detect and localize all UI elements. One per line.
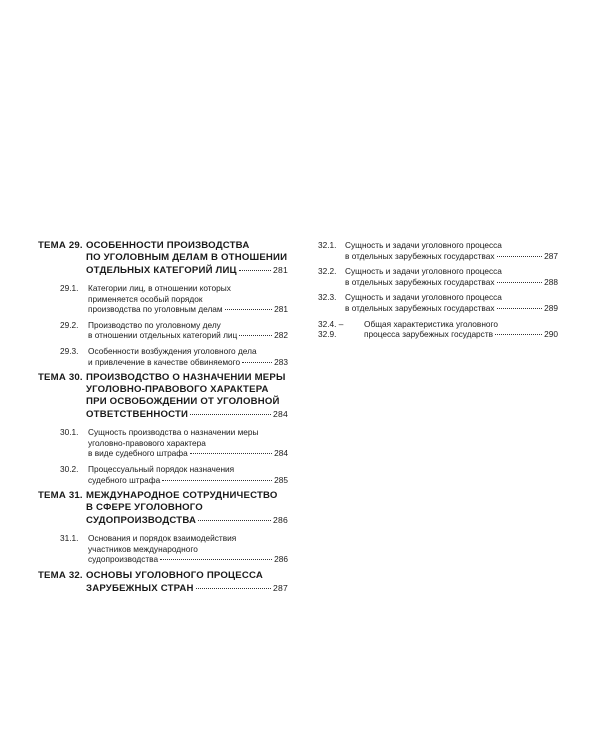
toc-title-line: МЕЖДУНАРОДНОЕ СОТРУДНИЧЕСТВО: [86, 490, 278, 502]
toc-page-number: 287: [544, 250, 558, 261]
toc-entry-number: 29.1.: [60, 283, 79, 293]
toc-title-line: Основания и порядок взаимодействия: [88, 533, 237, 544]
toc-dot-leader: [225, 309, 273, 310]
toc-page-number: 281: [274, 304, 288, 315]
toc-title-line: ПРОИЗВОДСТВО О НАЗНАЧЕНИИ МЕРЫ: [86, 372, 286, 384]
toc-title-text: и привлечение в качестве обвиняемого: [88, 356, 241, 367]
toc-entry-number: 32.2.: [318, 266, 337, 277]
toc-entry-title: [88, 464, 288, 485]
toc-entry-number: ТЕМА 30.: [38, 372, 83, 384]
toc-section-entry: [38, 427, 288, 459]
toc-page-number: 285: [274, 474, 288, 485]
toc-title-line: Сущность производства о назначении меры: [88, 427, 259, 438]
toc-entry-number: ТЕМА 32.: [38, 569, 83, 581]
toc-title-line: участников международного: [88, 543, 198, 554]
toc-entry-number: 32.4. – 32.9.: [318, 318, 344, 340]
toc-title-line: [86, 514, 288, 527]
toc-page-number: 287: [273, 582, 288, 593]
toc-dot-leader: [196, 588, 271, 589]
toc-entry-number: 30.1.: [60, 427, 79, 438]
toc-section-entry: [318, 292, 558, 313]
toc-entry-number: 32.1.: [318, 240, 337, 250]
toc-entry-title: [88, 427, 288, 459]
toc-title-text: судопроизводства: [88, 554, 159, 565]
toc-title-text: в отдельных зарубежных государствах: [345, 302, 495, 313]
toc-page-number: 283: [274, 356, 288, 367]
toc-title-line: Производство по уголовному делу: [88, 319, 221, 330]
toc-page-number: 286: [274, 554, 288, 565]
toc-title-line: [88, 475, 288, 486]
toc-entry-title: [345, 240, 558, 261]
toc-theme-entry: [38, 372, 288, 421]
toc-page-number: 290: [544, 329, 558, 340]
toc-section-entry: [38, 346, 288, 367]
toc-entry-title: [86, 490, 288, 527]
toc-entry-number: 30.2.: [60, 463, 79, 474]
toc-theme-entry: [38, 490, 288, 527]
toc-page-number: 286: [273, 515, 288, 526]
toc-right-column: [318, 240, 558, 345]
toc-entry-title: [86, 570, 288, 595]
toc-dot-leader: [495, 334, 542, 335]
toc-page-number: 282: [274, 330, 288, 341]
toc-dot-leader: [162, 480, 272, 481]
toc-title-line: ПО УГОЛОВНЫМ ДЕЛАМ В ОТНОШЕНИИ: [86, 252, 288, 263]
toc-entry-number: ТЕМА 29.: [38, 240, 83, 251]
toc-title-line: [345, 277, 558, 288]
toc-section-entry: [38, 320, 288, 341]
toc-section-entry: [318, 240, 558, 261]
toc-title-text: ОТВЕТСТВЕННОСТИ: [86, 409, 189, 421]
toc-entry-title: [88, 320, 288, 341]
toc-entry-title: [88, 346, 288, 367]
toc-entry-title: [86, 372, 288, 421]
toc-title-text: производства по уголовным делам: [88, 304, 223, 315]
toc-title-line: Сущность и задачи уголовного процесса: [345, 292, 502, 303]
toc-title-line: [345, 303, 558, 314]
toc-page-number: 284: [273, 409, 288, 420]
toc-page-number: 288: [544, 276, 558, 287]
toc-title-line: Категории лиц, в отношении которых: [88, 283, 231, 293]
toc-entry-number: 32.3.: [318, 292, 337, 303]
toc-title-line: [88, 357, 288, 368]
toc-title-line: [86, 264, 288, 277]
toc-title-text: в отдельных зарубежных государствах: [345, 276, 495, 287]
toc-title-text: в виде судебного штрафа: [88, 448, 188, 459]
toc-section-entry: [38, 283, 288, 315]
toc-entry-number: ТЕМА 31.: [38, 490, 83, 502]
toc-title-text: судебного штрафа: [88, 474, 161, 485]
toc-dot-leader: [497, 256, 543, 257]
toc-title-line: ОСОБЕННОСТИ ПРОИЗВОДСТВА: [86, 240, 250, 251]
toc-title-line: [88, 554, 288, 565]
toc-dot-leader: [239, 270, 271, 271]
toc-page-number: 281: [273, 265, 288, 275]
toc-title-line: [88, 330, 288, 341]
toc-title-text: ОТДЕЛЬНЫХ КАТЕГОРИЙ ЛИЦ: [86, 265, 237, 276]
toc-title-line: ПРИ ОСВОБОЖДЕНИИ ОТ УГОЛОВНОЙ: [86, 396, 280, 408]
toc-title-line: уголовно-правового характера: [88, 437, 206, 448]
toc-title-text: процесса зарубежных государств: [364, 329, 494, 340]
toc-title-text: СУДОПРОИЗВОДСТВА: [86, 515, 197, 527]
toc-entry-title: [86, 240, 288, 277]
toc-page-number: 289: [544, 302, 558, 313]
toc-title-line: Общая характеристика уголовного: [364, 318, 498, 329]
toc-dot-leader: [160, 559, 272, 560]
toc-entry-title: [364, 319, 558, 340]
toc-entry-title: [345, 292, 558, 313]
toc-theme-entry: [38, 240, 288, 277]
toc-title-line: Особенности возбуждения уголовного дела: [88, 345, 257, 356]
toc-title-line: [86, 408, 288, 421]
toc-title-text: в отношении отдельных категорий лиц: [88, 330, 238, 341]
toc-section-entry: [318, 266, 558, 287]
toc-dot-leader: [242, 362, 272, 363]
toc-title-line: УГОЛОВНО-ПРАВОВОГО ХАРАКТЕРА: [86, 384, 269, 396]
toc-dot-leader: [239, 335, 272, 336]
toc-title-line: [86, 582, 288, 595]
toc-title-text: ЗАРУБЕЖНЫХ СТРАН: [86, 582, 194, 594]
toc-title-line: применяется особый порядок: [88, 293, 203, 304]
toc-left-column: [38, 240, 288, 601]
toc-section-entry: [38, 533, 288, 565]
toc-dot-leader: [190, 414, 271, 415]
toc-dot-leader: [198, 520, 271, 521]
toc-entry-number: 29.3.: [60, 345, 79, 356]
toc-title-line: Сущность и задачи уголовного процесса: [345, 266, 502, 277]
toc-title-line: ОСНОВЫ УГОЛОВНОГО ПРОЦЕССА: [86, 569, 264, 581]
toc-section-entry: [38, 464, 288, 485]
toc-title-line: [88, 304, 288, 315]
toc-entry-title: [345, 266, 558, 287]
toc-title-line: Процессуальный порядок назначения: [88, 463, 235, 474]
toc-entry-number: 29.2.: [60, 319, 79, 330]
toc-theme-entry: [38, 570, 288, 595]
toc-title-line: [345, 251, 558, 262]
toc-title-line: В СФЕРЕ УГОЛОВНОГО: [86, 502, 203, 514]
toc-entry-number: 31.1.: [60, 533, 79, 544]
toc-title-line: [88, 448, 288, 459]
toc-title-text: в отдельных зарубежных государствах: [345, 250, 495, 261]
toc-entry-title: [88, 283, 288, 315]
toc-dot-leader: [497, 308, 543, 309]
toc-dot-leader: [190, 453, 272, 454]
toc-entry-title: [88, 533, 288, 565]
toc-title-line: [364, 329, 558, 340]
toc-title-line: Сущность и задачи уголовного процесса: [345, 240, 502, 250]
toc-page-number: 284: [274, 448, 288, 459]
toc-dot-leader: [497, 282, 543, 283]
toc-section-entry: [318, 319, 558, 340]
